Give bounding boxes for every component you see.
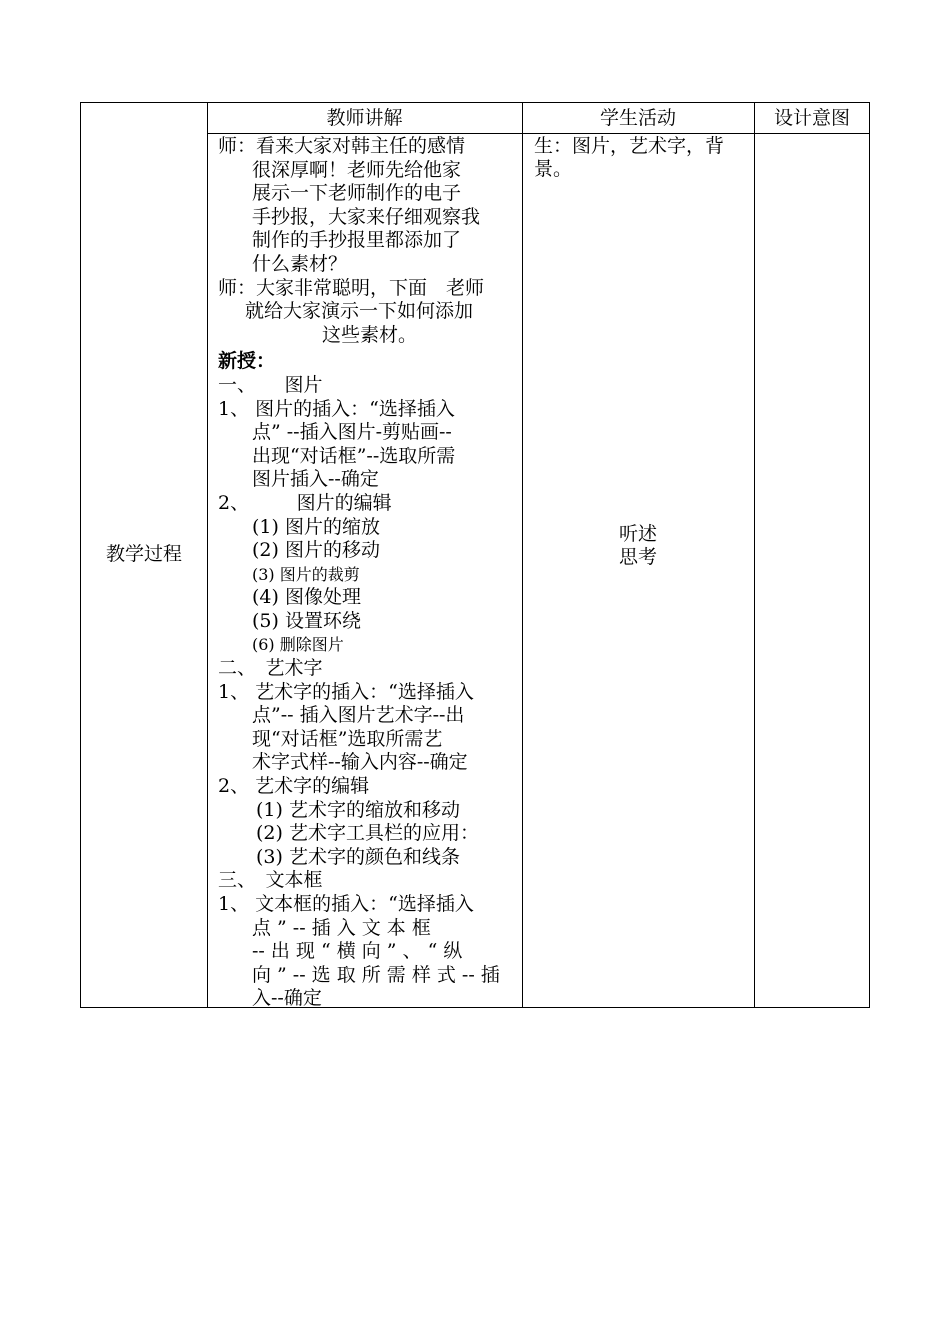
teacher-line: 点” --插入图片-剪贴画-- bbox=[252, 421, 452, 444]
section-heading-new: 新授： bbox=[218, 350, 276, 373]
teacher-content bbox=[218, 135, 514, 1011]
teacher-line: 2、 图片的编辑 bbox=[218, 491, 392, 514]
student-answer: 生：图片，艺术字，背景。 bbox=[534, 135, 725, 180]
header-teacher: 教师讲解 bbox=[326, 107, 403, 129]
teacher-line: 二、 艺术字 bbox=[218, 657, 323, 680]
teacher-line: 制作的手抄报里都添加了 bbox=[252, 229, 462, 252]
student-activity bbox=[522, 523, 754, 569]
teacher-line: (1) 图片的缩放 bbox=[252, 515, 380, 538]
row-label: 教学过程 bbox=[105, 543, 182, 565]
student-activity-line: 思考 bbox=[618, 546, 657, 568]
teacher-line: 图片插入--确定 bbox=[252, 468, 379, 491]
teacher-line: 一、 图片 bbox=[218, 373, 323, 396]
student-activity-line: 听述 bbox=[618, 523, 657, 545]
teacher-line: 1、 文本框的插入：“选择插入 bbox=[218, 893, 474, 915]
teacher-line: (2) 图片的移动 bbox=[252, 539, 380, 562]
teacher-line: 点”-- 插入图片艺术字--出 bbox=[252, 704, 465, 727]
header-divider bbox=[207, 133, 869, 134]
teacher-line: 师：大家非常聪明，下面 老师 bbox=[218, 276, 485, 299]
teacher-line: 向 ” -- 选 取 所 需 样 式 -- 插 bbox=[252, 963, 500, 986]
teacher-line: 点 ” -- 插 入 文 本 框 bbox=[252, 916, 431, 939]
teacher-line: 很深厚啊！老师先给他家 bbox=[252, 158, 462, 181]
teacher-line: (3) 图片的裁剪 bbox=[252, 564, 360, 584]
teacher-line: 入--确定 bbox=[252, 987, 322, 1010]
teacher-line: (2) 艺术字工具栏的应用： bbox=[256, 822, 479, 845]
teacher-line: 2、 艺术字的编辑 bbox=[218, 775, 370, 798]
teacher-line: 这些素材。 bbox=[322, 323, 418, 346]
teacher-line: 什么素材？ bbox=[252, 252, 348, 275]
teacher-line: 手抄报，大家来仔细观察我 bbox=[252, 205, 481, 228]
teacher-line: 出现“对话框”--选取所需 bbox=[252, 444, 456, 467]
teacher-line: (5) 设置环绕 bbox=[252, 609, 361, 632]
lesson-table bbox=[80, 102, 870, 1008]
teacher-line: 师：看来大家对韩主任的感情 bbox=[218, 135, 466, 157]
teacher-line: 展示一下老师制作的电子 bbox=[252, 182, 462, 205]
teacher-line: 现“对话框”选取所需艺 bbox=[252, 727, 443, 750]
header-design: 设计意图 bbox=[773, 107, 850, 129]
teacher-line: 1、 艺术字的插入：“选择插入 bbox=[218, 680, 474, 703]
teacher-line: (3) 艺术字的颜色和线条 bbox=[256, 845, 460, 868]
column-divider bbox=[207, 103, 208, 1007]
column-divider bbox=[754, 103, 755, 1007]
header-student: 学生活动 bbox=[599, 107, 676, 129]
teacher-line: 就给大家演示一下如何添加 bbox=[245, 300, 474, 323]
teacher-line: (4) 图像处理 bbox=[252, 586, 361, 609]
teacher-line: 术字式样--输入内容--确定 bbox=[252, 751, 468, 774]
teacher-line: 三、 文本框 bbox=[218, 869, 323, 892]
teacher-line: -- 出 现 “ 横 向 ” 、 “ 纵 bbox=[252, 940, 463, 963]
teacher-line: 1、 图片的插入：“选择插入 bbox=[218, 397, 455, 420]
teacher-line: (1) 艺术字的缩放和移动 bbox=[256, 798, 460, 821]
teacher-line: (6) 删除图片 bbox=[252, 635, 344, 655]
